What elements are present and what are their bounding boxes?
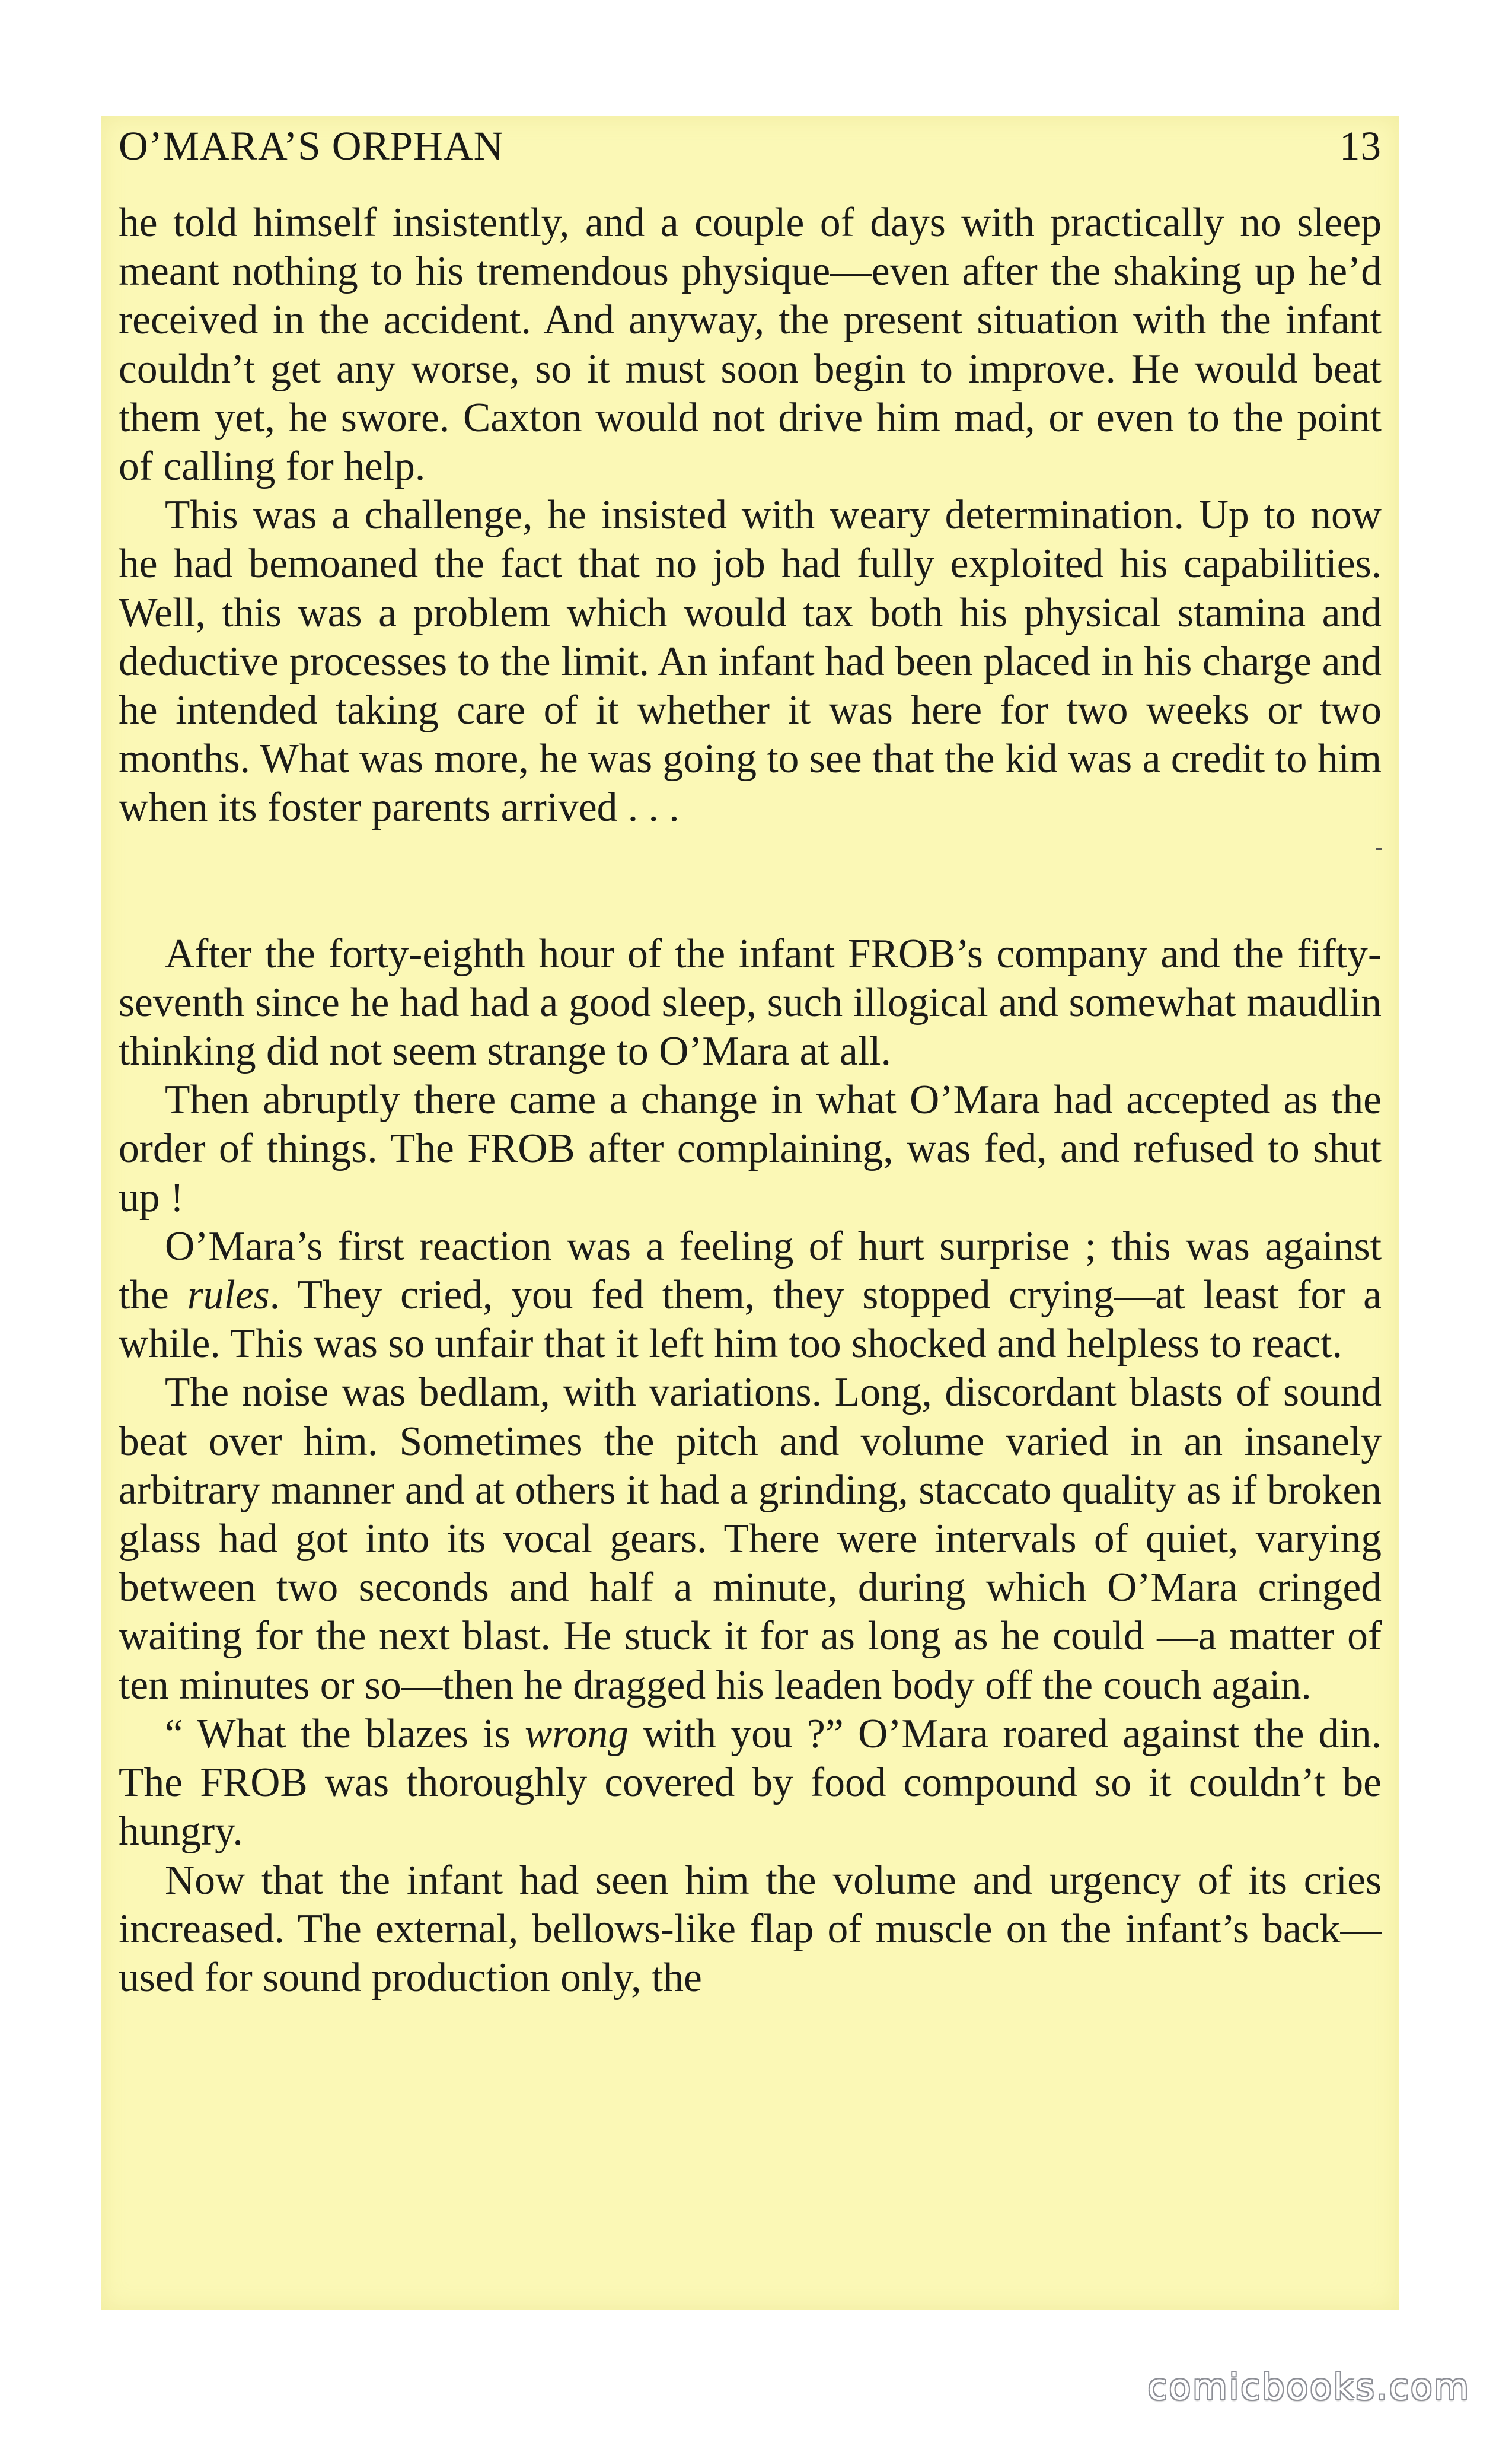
paragraph: The noise was bedlam, with variations. Long, discordant blasts of sound beat over him. Sometimes the pitch and volume varied in an insanely arbitrary manner and at others it had a grinding, staccato quality as if broken glass had got into its vocal gears. There were intervals of quiet, varying between two seconds and half a minute, during which O’Mara cringed waiting for the next blast. He stuck it for as long as he could —a matter of ten minutes or so—then he dragged his leaden body off the couch again. (119, 1369, 1382, 1708)
paragraph-text: O’Mara’s first reaction was a feeling of hurt surprise ; this was against the (119, 1223, 1382, 1318)
paragraph: Now that the infant had seen him the volume and urgency of its cries increased. The external, bellows-like flap of muscle on the infant’s back—used for sound production only, the (119, 1857, 1382, 2001)
paragraph: Then abruptly there came a change in what O’Mara had accepted as the order of things. The FROB after complaining, was fed, and refused to shut up ! (119, 1077, 1382, 1221)
paragraph: After the forty-eighth hour of the infant FROB’s company and the fifty-seventh since he had had a good sleep, such illogical and somewhat maudlin thinking did not seem strange to O’Mara at all. (119, 931, 1382, 1075)
paragraph-text: with you ?” O’Mara roared against the din. The FROB was thoroughly covered by food compound so it couldn’t be hungry. (119, 1711, 1382, 1855)
running-head (119, 119, 1382, 173)
site-watermark: comicbooks.com (1147, 2367, 1470, 2408)
section-break-mark (1376, 848, 1382, 850)
emphasis-text: rules (187, 1272, 270, 1318)
paragraph (119, 1222, 1382, 1369)
paragraph: he told himself insistently, and a couple of days with practically no sleep meant nothing to his tremendous physique—even after the shaking up he’d received in the accident. And anyway, the present situation with the infant couldn’t get any worse, so it must soon begin to improve. He would beat them yet, he swore. Caxton would not drive him mad, or even to the point of calling for help. (119, 200, 1382, 490)
running-title: O’MARA’S ORPHAN (119, 123, 504, 168)
book-page (101, 116, 1399, 2310)
paragraph-text: . They cried, you fed them, they stopped crying—at least for a while. This was so unfair that it left him too shocked and helpless to react. (119, 1272, 1382, 1367)
paragraph-text: “ What the blazes is (165, 1711, 525, 1757)
page-number: 13 (1339, 123, 1382, 168)
emphasis-text: wrong (524, 1711, 629, 1757)
paragraph: This was a challenge, he insisted with weary determination. Up to now he had bemoaned the fact that no job had fully exploited his capabilities. Well, this was a problem which would tax both his physical stamina and deductive processes to the limit. An infant had been placed in his charge and he intended taking care of it whether it was here for two weeks or two months. What was more, he was going to see that the kid was a credit to him when its foster parents arrived . . . (119, 492, 1382, 831)
section-break (119, 833, 1382, 930)
body-text (119, 199, 1382, 2002)
paragraph (119, 1710, 1382, 1856)
